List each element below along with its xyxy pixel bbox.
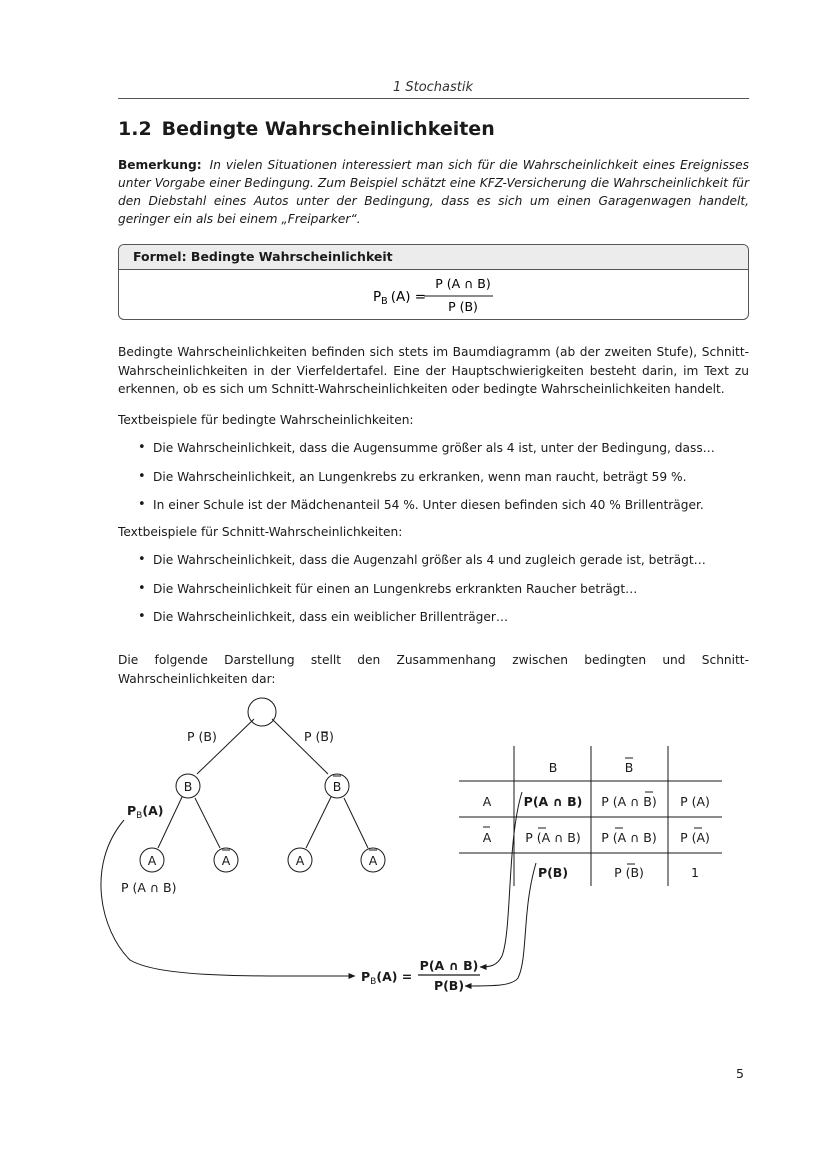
bottom-formula-denominator: P(B) xyxy=(433,978,465,993)
tree-leaf-label: A xyxy=(147,853,157,868)
list-item: • Die Wahrscheinlichkeit, dass die Augensumme größer als 4 ist, unter der Bedingung, dass… xyxy=(138,439,738,468)
tree-edge xyxy=(272,719,328,774)
diagram-intro-paragraph: Die folgende Darstellung stellt den Zusammenhang zwischen bedingten und Schnitt-Wahrscheinlichkeiten dar: xyxy=(118,653,749,686)
remark xyxy=(118,156,749,228)
intersection-examples-list xyxy=(138,551,738,637)
tree-root-node xyxy=(248,698,276,726)
conditional-examples-intro: Textbeispiele für bedingte Wahrscheinlichkeiten: xyxy=(118,413,414,427)
conditional-examples-list xyxy=(138,439,738,525)
table-cell: P (A) xyxy=(680,830,710,845)
tree-path-label: P (A ∩ B) xyxy=(121,880,177,895)
remark-label: Bemerkung: xyxy=(118,158,202,172)
tree-edge-label-bbar: P (B) xyxy=(304,729,334,744)
table-cell: P (A ∩ B) xyxy=(601,794,657,809)
tree-edge-label-b: P (B) xyxy=(187,729,217,744)
section-number: 1.2 xyxy=(118,118,152,140)
list-item: • Die Wahrscheinlichkeit, dass ein weiblicher Brillenträger… xyxy=(138,608,738,637)
intersection-examples-intro: Textbeispiele für Schnitt-Wahrscheinlichkeiten: xyxy=(118,525,403,539)
tree-leaf-label: A xyxy=(368,853,378,868)
arrow-intersection-to-numerator xyxy=(480,792,522,967)
formula-box-title: Formel: Bedingte Wahrscheinlichkeit xyxy=(119,245,748,270)
list-item: • Die Wahrscheinlichkeit für einen an Lungenkrebs erkrankten Raucher beträgt… xyxy=(138,580,738,609)
tree-and-table-diagram xyxy=(0,680,828,1020)
table-cell: P (A ∩ B) xyxy=(601,830,657,845)
tree-node-bbar-label: B xyxy=(332,779,342,794)
remark-text: In vielen Situationen interessiert man sich für die Wahrscheinlichkeit eines Ereignisses unter Vorgabe einer Bedingung. Zum Beispiel schätzt eine KFZ-Versicherung die Wahrscheinlichkeit für den Diebstahl eines Autos unter der Bedingung, dass es sich um einen Garagenwagen handelt, geringer ein als bei einem „Freiparker“. xyxy=(118,158,749,226)
table-col-header-bbar: B xyxy=(624,760,634,775)
section-title xyxy=(118,118,495,140)
running-head: 1 Stochastik xyxy=(392,80,474,95)
table-cell: P (A ∩ B) xyxy=(525,830,581,845)
intro-paragraph: Bedingte Wahrscheinlichkeiten befinden sich stets im Baumdiagramm (ab der zweiten Stufe), Schnitt-Wahrscheinlichkeiten in der Vierfeldertafel. Eine der Hauptschwierigkeiten besteht darin, im Text zu erkennen, ob es sich um Schnitt-Wahrscheinlichkeiten oder bedingte Wahrscheinlichkeiten handelt. xyxy=(118,345,749,396)
tree-leaf-label: A xyxy=(295,853,305,868)
formula-numerator: P (A ∩ B) xyxy=(435,276,491,291)
table-col-header-b: B xyxy=(548,760,558,775)
list-item: • Die Wahrscheinlichkeit, dass die Augenzahl größer als 4 und zugleich gerade ist, beträgt… xyxy=(138,551,738,580)
table-cell: P (A) xyxy=(680,794,710,809)
list-item: • Die Wahrscheinlichkeit, an Lungenkrebs zu erkranken, wenn man raucht, beträgt 59 %. xyxy=(138,468,738,497)
table-cell-marginal-b: P(B) xyxy=(537,865,569,880)
table-row-header-a: A xyxy=(482,794,492,809)
tree-edge xyxy=(197,719,254,774)
table-cell: 1 xyxy=(691,865,699,880)
arrow-conditional-to-formula xyxy=(101,820,355,976)
formula-box-body xyxy=(119,270,748,319)
table-row-header-abar: A xyxy=(482,830,492,845)
bottom-formula-lhs: $P_B(A)$ = xyxy=(361,969,413,987)
tree-node-b-label: B xyxy=(183,779,193,794)
bottom-formula-numerator: P(A ∩ B) xyxy=(419,958,479,973)
page-number: 5 xyxy=(736,1066,744,1081)
tree-conditional-label: $P_B(A)$ xyxy=(127,803,164,821)
header-rule xyxy=(118,98,749,99)
tree-edge xyxy=(344,798,368,848)
table-cell: P (B) xyxy=(614,865,644,880)
tree-edge xyxy=(195,798,220,848)
formula-denominator: P (B) xyxy=(448,299,478,314)
section-title-text: Bedingte Wahrscheinlichkeiten xyxy=(161,118,495,140)
formula-lhs: $P_B$ (A) = xyxy=(373,289,427,307)
tree-leaf-label: A xyxy=(221,853,231,868)
list-item: • In einer Schule ist der Mädchenanteil 54 %. Unter diesen befinden sich 40 % Brillenträger. xyxy=(138,496,738,525)
formula-box xyxy=(118,244,749,320)
table-cell-intersection: P(A ∩ B) xyxy=(523,794,583,809)
tree-edge xyxy=(306,797,331,848)
